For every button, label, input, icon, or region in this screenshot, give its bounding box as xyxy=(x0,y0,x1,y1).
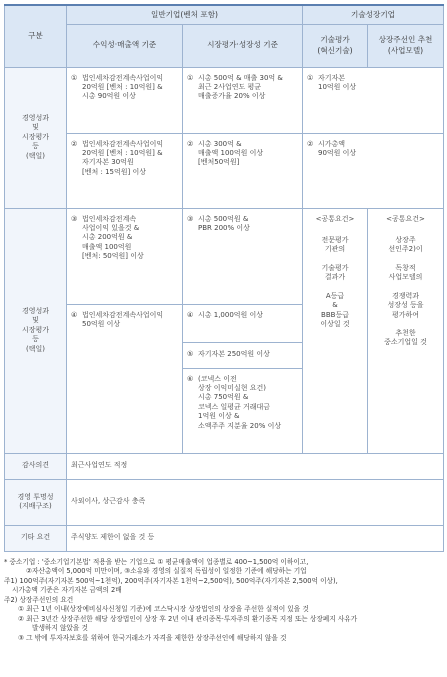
s2-profit-option-4: ④ 법인세차감전계속사업이익 50억원 이상 xyxy=(67,304,183,453)
requirements-table xyxy=(4,4,444,552)
tech-common-requirements: <공통요건> 전문평가 기관의 기술평가 결과가 A등급 & BBB등급 이상일 것 xyxy=(303,208,368,453)
header-profit-criteria: 수익성·매출액 기준 xyxy=(67,24,183,67)
s2-market-option-4: ④ 시총 1,000억원 이상 xyxy=(183,304,303,342)
header-market-criteria: 시장평가·성장성 기준 xyxy=(183,24,303,67)
section1-label: 경영성과 및 시장평가 등 (택일) xyxy=(5,67,67,208)
footnote-line: ③ 그 밖에 투자자보호를 위하여 한국거래소가 자격을 제한한 상장주선인에 해당하지 않을 것 xyxy=(18,633,287,642)
recommend-common-requirements: <공통요건> 상장주 선인주2)이 독창적 사업모델의 경쟁력과 성장성 등을 평가하여 추천한 중소기업일 것 xyxy=(368,208,444,453)
footnote-line: * 중소기업 : '중소기업기본법' 적용을 받는 기업으로 ① 평균매출액이 업종별로 400~1,500억 이하이고, xyxy=(4,557,309,566)
s1-tech-option-2: ② 시가총액 90억원 이상 xyxy=(303,133,444,208)
section2-label: 경영성과 및 시장평가 등 (택일) xyxy=(5,208,67,453)
footnote-line: 발생하지 않았을 것 xyxy=(32,624,88,633)
other-requirements-label: 기타 요건 xyxy=(5,525,67,551)
s1-market-option-1: ① 시총 500억 & 매출 30억 & 최근 2사업연도 평균 매출증가율 20% 이상 xyxy=(183,67,303,133)
footnote-line: ②자산총액이 5,000억 미만이며, ③소유와 경영의 실질적 독립성이 일정한 기준에 해당하는 기업 xyxy=(26,567,307,576)
footnote-line: ② 최근 3년간 상장주선한 해당 상장법인이 상장 후 2년 이내 관리종목·투자주의 환기종목 지정 또는 상장폐지 사유가 xyxy=(18,614,358,623)
s1-market-option-2: ② 시총 300억 & 매출액 100억원 이상 [벤처50억원] xyxy=(183,133,303,208)
footnotes xyxy=(4,558,443,644)
s2-market-option-5: ⑤ 자기자본 250억원 이상 xyxy=(183,342,303,368)
header-tech-eval: 기술평가 (혁신기술) xyxy=(303,24,368,67)
header-category: 구분 xyxy=(5,5,67,67)
other-requirements-value: 주식양도 제한이 없을 것 등 xyxy=(67,525,444,551)
header-listing-recommend: 상장주선인 추천 (사업모델) xyxy=(368,24,444,67)
s1-profit-option-1: ① 법인세차감전계속사업이익 20억원 [벤처 : 10억원] & 시총 90억원 이상 xyxy=(67,67,183,133)
audit-opinion-label: 감사의견 xyxy=(5,453,67,479)
footnote-line: 주2) 상장주선인의 요건 xyxy=(4,595,74,604)
audit-opinion-value: 최근사업연도 적정 xyxy=(67,453,444,479)
header-general-group: 일반기업(벤처 포함) xyxy=(67,5,303,24)
footnote-line: ① 최근 1년 이내(상장예비심사신청일 기준)에 코스닥시장 상장법인의 상장을 주선한 실적이 있을 것 xyxy=(18,605,309,614)
footnote-line: 시가총액 기준은 자기자본 금액의 2배 xyxy=(12,586,122,595)
governance-label: 경영 투명성 (지배구조) xyxy=(5,479,67,525)
header-tech-group: 기술성장기업 xyxy=(303,5,444,24)
governance-value: 사외이사, 상근감사 충족 xyxy=(67,479,444,525)
s1-profit-option-2: ② 법인세차감전계속사업이익 20억원 [벤처 : 10억원] & 자기자본 30억원 [벤처 : 15억원] 이상 xyxy=(67,133,183,208)
s2-profit-option-3: ③ 법인세차감전계속 사업이익 있을것 & 시총 200억원 & 매출액 100억원 [벤처: 50억원] 이상 xyxy=(67,208,183,304)
s2-market-option-3: ③ 시총 500억원 & PBR 200% 이상 xyxy=(183,208,303,304)
s1-tech-option-1: ① 자기자본 10억원 이상 xyxy=(303,67,444,133)
footnote-line: 주1) 100억주(자기자본 500억~1천억), 200억주(자기자본 1천억~2,500억), 500억주(자기자본 2,500억 이상), xyxy=(4,576,338,585)
s2-market-option-6: ⑥ (코넥스 이전 상장 이익미실현 요건) 시총 750억원 & 코넥스 일평균 거래대금 1억원 이상 & 소액주주 지분율 20% 이상 xyxy=(183,368,303,453)
